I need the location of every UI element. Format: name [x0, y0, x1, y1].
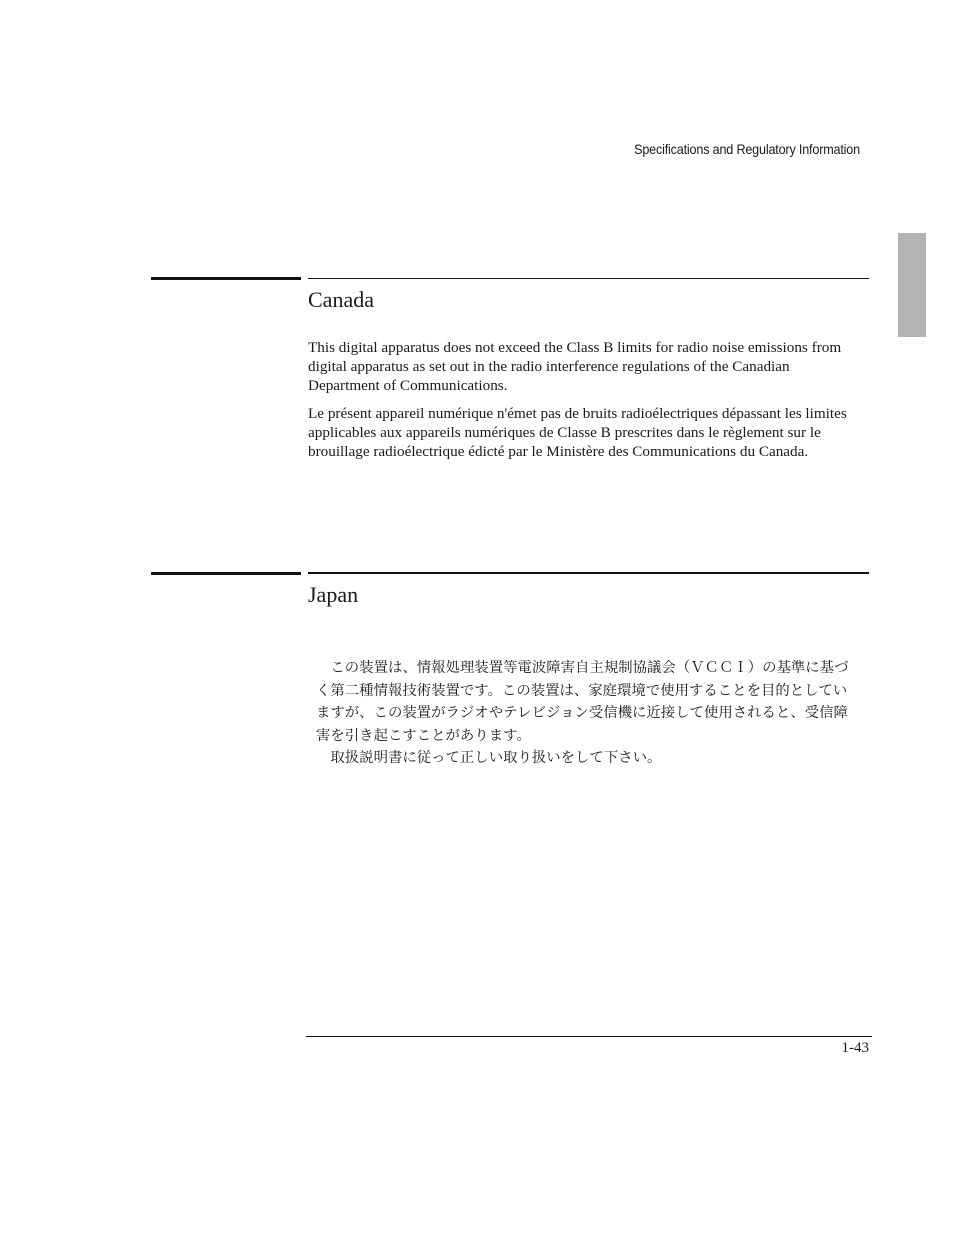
canada-paragraph-english: This digital apparatus does not exceed the Class B limits for radio noise emissions from digital apparatus as set out in the radio interference regulations of the Canadian Department of Communications. — [308, 339, 842, 394]
canada-margin-rule — [151, 277, 301, 280]
page-number: 1-43 — [841, 1040, 869, 1056]
canada-heading-rule — [308, 278, 869, 279]
vcci-notice — [316, 657, 851, 770]
canada-heading: Canada — [308, 287, 374, 312]
vcci-notice-paragraph-1: この装置は、情報処理装置等電波障害自主規制協議会（ＶＣＣＩ）の基準に基づく第二種情報技術装置です。この装置は、家庭環境で使用することを目的としていますが、この装置がラジオやテレビジョン受信機に近接して使用されると、受信障害を引き起こすことがあります。 — [316, 660, 849, 744]
japan-margin-rule — [151, 572, 301, 575]
japan-heading: Japan — [308, 582, 359, 607]
section-thumb-tab — [898, 233, 926, 337]
canada-paragraph-french: Le présent appareil numérique n'émet pas de bruits radioélectriques dépassant les limites applicables aux appareils numériques de Classe B prescrites dans le règlement sur le brouillage radioélectrique édicté par le Ministère des Communications du Canada. — [308, 405, 847, 460]
japan-heading-rule — [308, 572, 869, 574]
running-header: Specifications and Regulatory Information — [634, 141, 860, 157]
vcci-notice-paragraph-2: 取扱説明書に従って正しい取り扱いをして下さい。 — [330, 750, 662, 767]
footer-rule — [306, 1036, 872, 1037]
